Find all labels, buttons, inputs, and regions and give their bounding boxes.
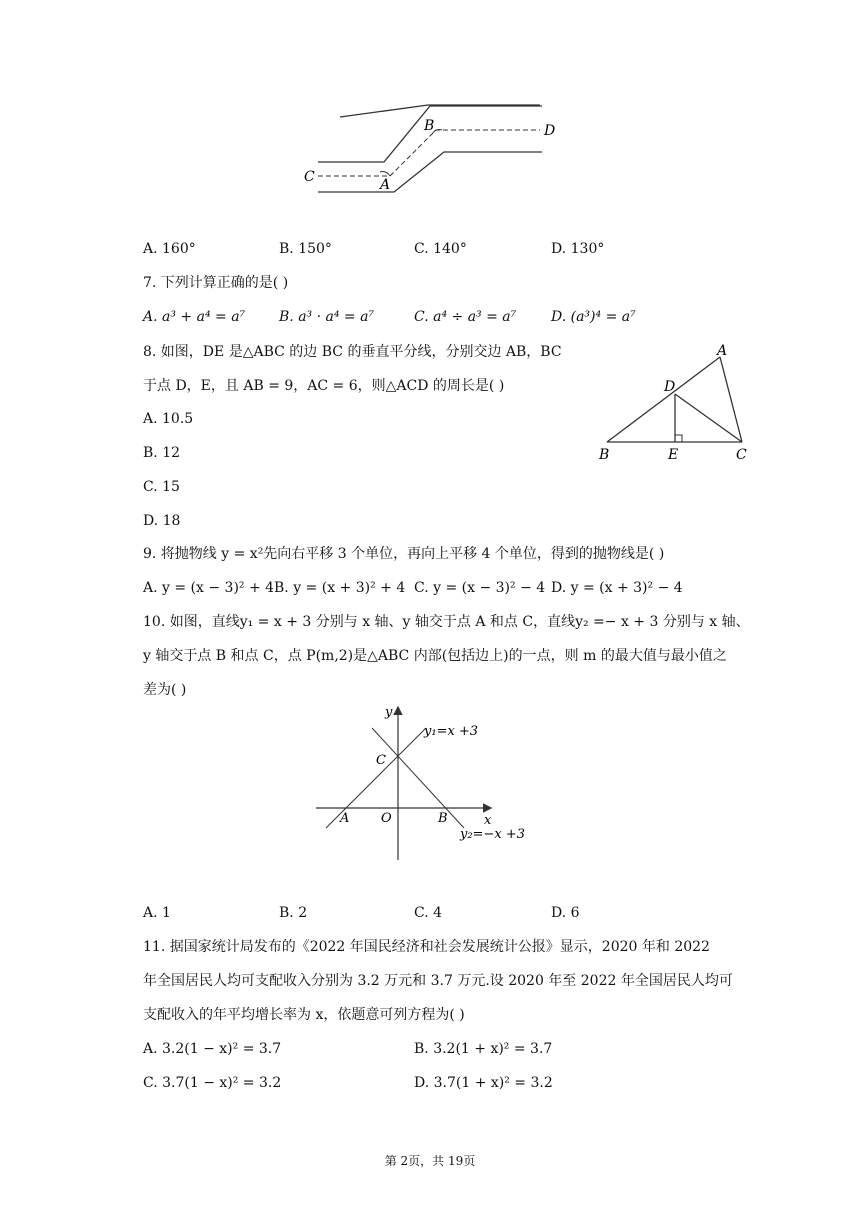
- label-d: D: [544, 123, 556, 139]
- q10-option-a[interactable]: A. 1: [143, 905, 171, 921]
- road-lower-border: [318, 152, 542, 192]
- label-y1-equation: y₁=x +3: [424, 724, 479, 739]
- road-upper-border: [318, 106, 542, 162]
- road-top-edge: [340, 105, 540, 117]
- q6-option-a[interactable]: A. 160°: [143, 241, 196, 257]
- q10-option-d[interactable]: D. 6: [551, 905, 580, 921]
- q11-option-c[interactable]: C. 3.7(1 − x)² = 3.2: [143, 1075, 282, 1091]
- label-b: B: [424, 118, 435, 134]
- side-ba: [607, 357, 720, 442]
- label-d: D: [664, 379, 676, 395]
- label-a: A: [717, 343, 728, 359]
- page-footer: 第 2页，共 19页: [384, 1154, 476, 1168]
- q8-triangle-figure: [595, 342, 760, 467]
- q6-option-c[interactable]: C. 140°: [414, 241, 467, 257]
- q7-stem: 7. 下列计算正确的是( ): [143, 275, 289, 291]
- q7-option-c[interactable]: C. a⁴ ÷ a³ = a⁷: [414, 309, 517, 325]
- q7-option-a[interactable]: A. a³ + a⁴ = a⁷: [143, 309, 246, 325]
- q8-option-a[interactable]: A. 10.5: [143, 411, 194, 427]
- q9-option-d[interactable]: D. y = (x + 3)² − 4: [551, 580, 683, 596]
- q7-option-d[interactable]: D. (a³)⁴ = a⁷: [551, 309, 636, 325]
- q10-option-b[interactable]: B. 2: [279, 905, 308, 921]
- label-c: C: [304, 169, 315, 185]
- label-c: C: [376, 753, 386, 768]
- q10-option-c[interactable]: C. 4: [414, 905, 443, 921]
- label-o: O: [381, 811, 392, 826]
- label-a: A: [380, 177, 391, 193]
- q11-option-a[interactable]: A. 3.2(1 − x)² = 3.7: [143, 1041, 282, 1057]
- q7-option-b[interactable]: B. a³ · a⁴ = a⁷: [279, 309, 375, 325]
- q10-stem-line2: y 轴交于点 B 和点 C，点 P(m,2)是△ABC 内部(包括边上)的一点，则 m 的最大值与最小值之: [143, 648, 727, 664]
- q9-option-c[interactable]: C. y = (x − 3)² − 4: [414, 580, 546, 596]
- q8-option-c[interactable]: C. 15: [143, 479, 180, 495]
- q6-figure: [300, 100, 560, 195]
- label-y2-equation: y₂=−x +3: [460, 827, 525, 842]
- q8-option-d[interactable]: D. 18: [143, 513, 181, 529]
- q9-option-b[interactable]: B. y = (x + 3)² + 4: [274, 580, 406, 596]
- label-b: B: [599, 447, 610, 463]
- label-b: B: [438, 811, 448, 826]
- label-e: E: [668, 447, 679, 463]
- right-angle-mark: [675, 435, 682, 442]
- q8-stem-line1: 8. 如图，DE 是△ABC 的边 BC 的垂直平分线，分别交边 AB，BC: [143, 344, 562, 360]
- q9-option-a[interactable]: A. y = (x − 3)² + 4: [143, 580, 275, 596]
- q11-option-b[interactable]: B. 3.2(1 + x)² = 3.7: [414, 1041, 553, 1057]
- y-axis-label: y: [385, 705, 393, 720]
- q10-graph-figure: [312, 700, 562, 865]
- label-c: C: [736, 447, 747, 463]
- q6-option-d[interactable]: D. 130°: [551, 241, 605, 257]
- label-a: A: [340, 811, 350, 826]
- q9-stem: 9. 将抛物线 y = x²先向右平移 3 个单位，再向上平移 4 个单位，得到的抛物线是( ): [143, 546, 665, 562]
- angle-arc-a: [380, 172, 390, 177]
- q10-stem-line3: 差为( ): [143, 682, 187, 698]
- q11-stem-line1: 11. 据国家统计局发布的《2022 年国民经济和社会发展统计公报》显示，2020 年和 2022: [143, 939, 710, 955]
- q8-option-b[interactable]: B. 12: [143, 445, 181, 461]
- x-axis-label: x: [484, 813, 492, 828]
- road-centerline: [318, 130, 540, 176]
- q8-stem-line2: 于点 D，E，且 AB = 9，AC = 6，则△ACD 的周长是( ): [143, 378, 505, 394]
- q11-option-d[interactable]: D. 3.7(1 + x)² = 3.2: [414, 1075, 553, 1091]
- q11-stem-line2: 年全国居民人均可支配收入分别为 3.2 万元和 3.7 万元.设 2020 年至 2022 年全国居民人均可: [143, 973, 733, 989]
- q6-option-b[interactable]: B. 150°: [279, 241, 332, 257]
- q10-stem-line1: 10. 如图，直线y₁ = x + 3 分别与 x 轴、y 轴交于点 A 和点 C，直线y₂ =− x + 3 分别与 x 轴、: [143, 614, 750, 630]
- q11-stem-line3: 支配收入的年平均增长率为 x，依题意可列方程为( ): [143, 1007, 465, 1023]
